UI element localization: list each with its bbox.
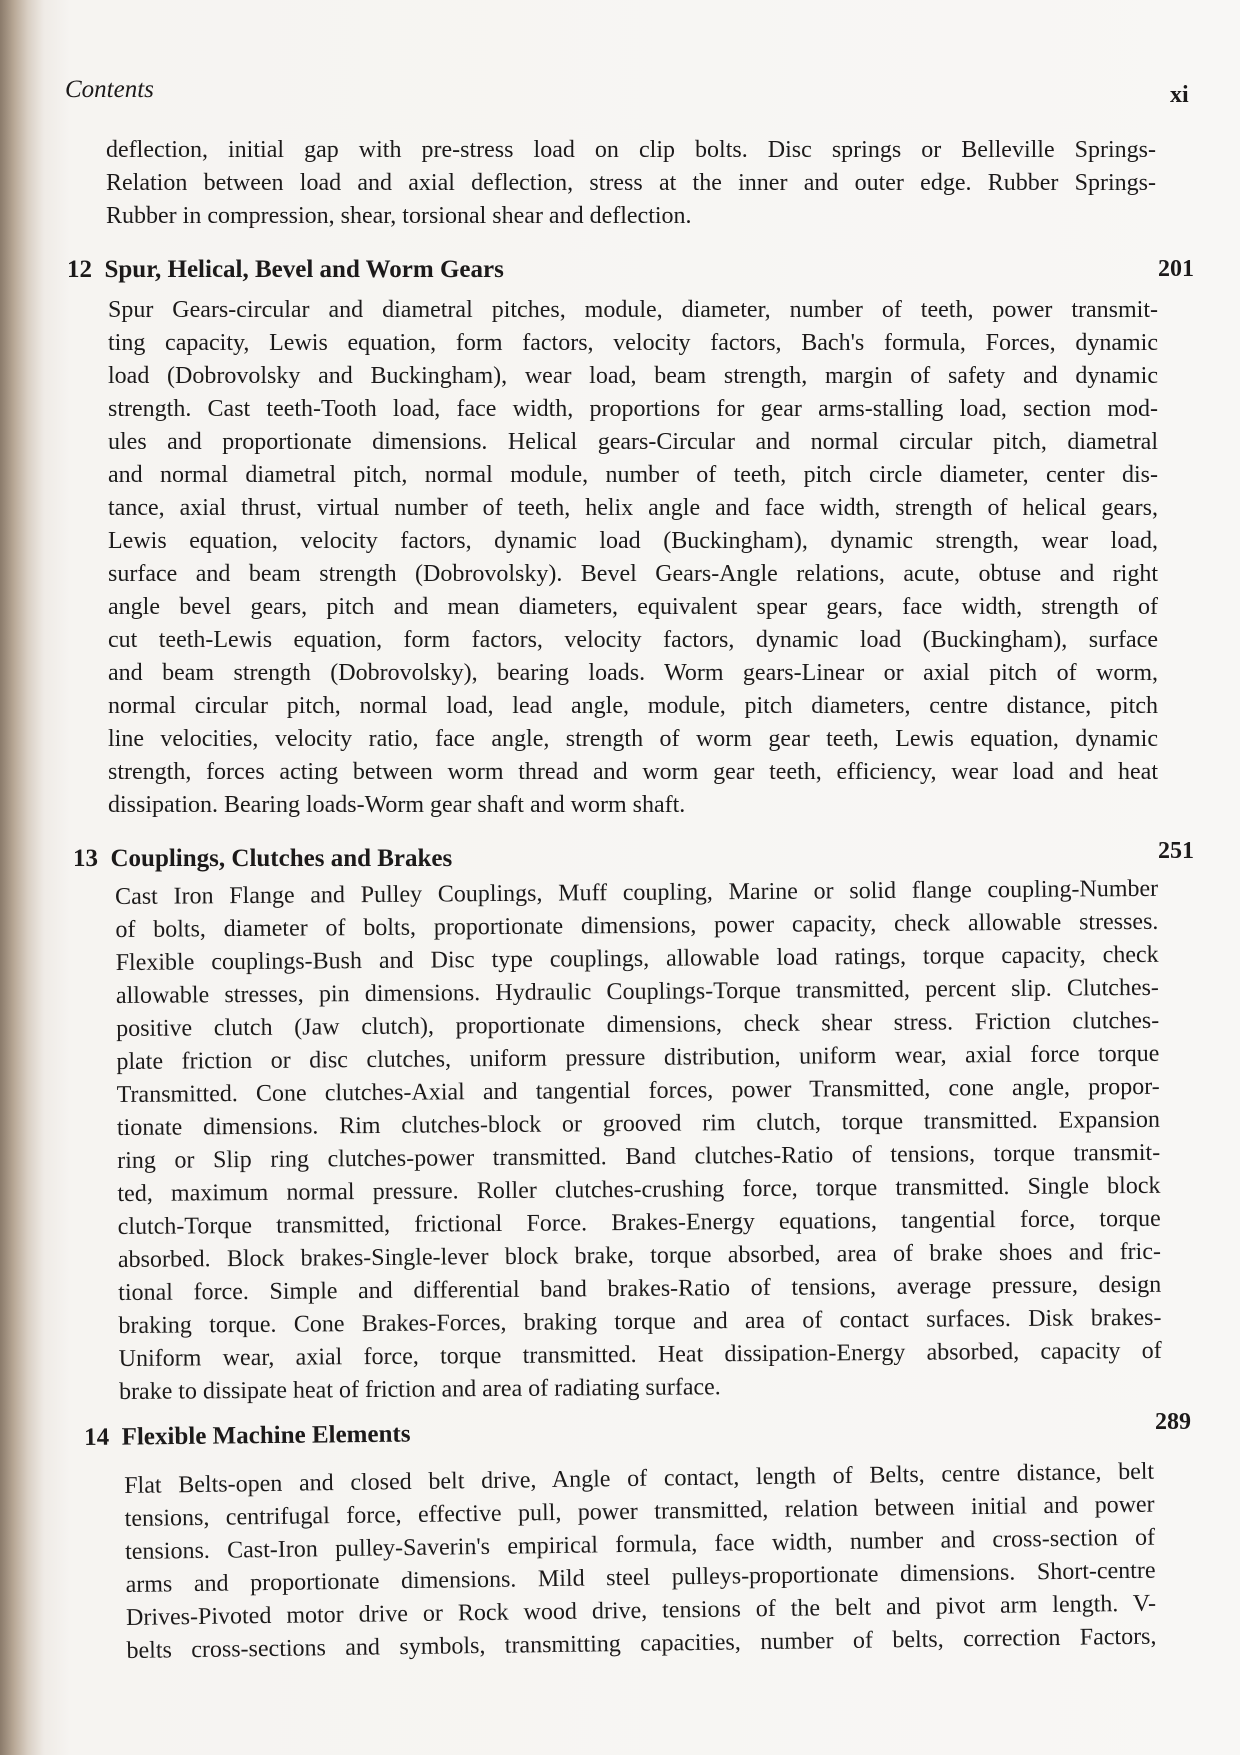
text-line: arms and proportionate dimensions. Mild steel pulleys-proportionate dimensions. Short-centre (125, 1557, 1156, 1598)
text-line: angle bevel gears, pitch and mean diameters, equivalent spear gears, face width, strength of (108, 594, 1158, 620)
chapter-13-heading (73, 845, 452, 873)
text-line: Rubber in compression, shear, torsional shear and deflection. (106, 203, 692, 229)
text-line: ules and proportionate dimensions. Helical gears-Circular and normal circular pitch, diametral (108, 429, 1158, 455)
text-line: positive clutch (Jaw clutch), proportionate dimensions, check shear stress. Friction clutches- (116, 1007, 1160, 1042)
text-line: Drives-Pivoted motor drive or Rock wood drive, tensions of the belt and pivot arm length. V- (125, 1590, 1157, 1631)
text-line: Cast Iron Flange and Pulley Couplings, Muff coupling, Marine or solid flange coupling-Number (115, 875, 1159, 910)
chapter-12-summary (108, 294, 1158, 822)
chapter-number: 12 (67, 256, 92, 283)
text-line: Flat Belts-open and closed belt drive, Angle of contact, length of Belts, centre distance, belt (124, 1458, 1155, 1499)
text-line: strength, forces acting between worm thread and worm gear teeth, efficiency, wear load and heat (108, 759, 1158, 785)
text-line: tance, axial thrust, virtual number of teeth, helix angle and face width, strength of helical gears, (108, 495, 1158, 521)
text-line: clutch-Torque transmitted, frictional Force. Brakes-Energy equations, tangential force, torque (117, 1205, 1161, 1240)
chapter-number: 13 (73, 845, 98, 872)
text-line: tional force. Simple and differential band brakes-Ratio of tensions, average pressure, design (118, 1271, 1162, 1306)
text-line: brake to dissipate heat of friction and area of radiating surface. (118, 1374, 721, 1405)
text-line: and normal diametral pitch, normal module, number of teeth, pitch circle diameter, center dis- (108, 462, 1158, 488)
text-line: absorbed. Block brakes-Single-lever block brake, torque absorbed, area of brake shoes and fric- (117, 1238, 1162, 1273)
chapter-13-summary (115, 873, 1162, 1409)
text-line: dissipation. Bearing loads-Worm gear shaft and worm shaft. (108, 792, 686, 818)
chapter-title: Spur, Helical, Bevel and Worm Gears (104, 256, 504, 283)
text-line: ring or Slip ring clutches-power transmitted. Band clutches-Ratio of tensions, torque transmit- (117, 1139, 1161, 1174)
text-line: load (Dobrovolsky and Buckingham), wear load, beam strength, margin of safety and dynamic (108, 363, 1158, 389)
chapter-number: 14 (84, 1423, 110, 1451)
text-line: tensions, centrifugal force, effective pull, power transmitted, relation between initial and power (124, 1491, 1155, 1532)
chapter-13-page: 251 (1158, 838, 1194, 864)
text-line: surface and beam strength (Dobrovolsky). Bevel Gears-Angle relations, acute, obtuse and right (108, 561, 1158, 587)
text-line: Uniform wear, axial force, torque transmitted. Heat dissipation-Energy absorbed, capacity of (118, 1337, 1162, 1372)
text-line: cut teeth-Lewis equation, form factors, velocity factors, dynamic load (Buckingham), surface (108, 627, 1158, 653)
text-line: tionate dimensions. Rim clutches-block or grooved rim clutch, torque transmitted. Expansion (116, 1106, 1161, 1141)
text-line: Transmitted. Cone clutches-Axial and tangential forces, power Transmitted, cone angle, propor- (116, 1073, 1160, 1108)
text-line: Lewis equation, velocity factors, dynamic load (Buckingham), dynamic strength, wear load, (108, 528, 1158, 554)
chapter-12-page: 201 (1158, 256, 1194, 282)
text-line: Flexible couplings-Bush and Disc type couplings, allowable load ratings, torque capacity, check (115, 941, 1159, 976)
text-line: allowable stresses, pin dimensions. Hydraulic Couplings-Torque transmitted, percent slip. Clutches- (115, 974, 1159, 1009)
chapter-title: Couplings, Clutches and Brakes (110, 845, 453, 872)
text-line: normal circular pitch, normal load, lead angle, module, pitch diameters, centre distance, pitch (108, 693, 1158, 719)
text-line: Spur Gears-circular and diametral pitches, module, diameter, number of teeth, power transmit- (108, 297, 1158, 323)
page-number: xi (1170, 82, 1189, 108)
running-header-title: Contents (65, 76, 154, 103)
text-line: line velocities, velocity ratio, face angle, strength of worm gear teeth, Lewis equation, dynamic (108, 726, 1158, 752)
text-line: braking torque. Cone Brakes-Forces, braking torque and area of contact surfaces. Disk brakes- (118, 1304, 1162, 1339)
text-line: strength. Cast teeth-Tooth load, face width, proportions for gear arms-stalling load, section mod- (108, 396, 1158, 422)
chapter-14-page: 289 (1155, 1409, 1191, 1435)
text-line: ting capacity, Lewis equation, form factors, velocity factors, Bach's formula, Forces, dynamic (108, 330, 1158, 356)
text-line: deflection, initial gap with pre-stress load on clip bolts. Disc springs or Belleville Springs- (106, 137, 1156, 163)
chapter-12-heading (67, 256, 504, 284)
text-line: Relation between load and axial deflection, stress at the inner and outer edge. Rubber Springs- (106, 170, 1156, 196)
text-line: tensions. Cast-Iron pulley-Saverin's empirical formula, face width, number and cross-section of (124, 1524, 1156, 1565)
text-line: plate friction or disc clutches, uniform pressure distribution, uniform wear, axial force torque (116, 1040, 1160, 1075)
chapter-title: Flexible Machine Elements (121, 1420, 411, 1451)
text-line: and beam strength (Dobrovolsky), bearing loads. Worm gears-Linear or axial pitch of worm, (108, 660, 1158, 686)
chapter-14-summary (124, 1456, 1157, 1668)
text-line: ted, maximum normal pressure. Roller clutches-crushing force, torque transmitted. Single block (117, 1172, 1161, 1207)
text-line: belts cross-sections and symbols, transmitting capacities, number of belts, correction Factors, (126, 1623, 1157, 1664)
text-line: of bolts, diameter of bolts, proportionate dimensions, power capacity, check allowable stresses. (115, 908, 1159, 943)
chapter-14-heading (84, 1421, 411, 1452)
continuation-paragraph (106, 134, 1156, 233)
